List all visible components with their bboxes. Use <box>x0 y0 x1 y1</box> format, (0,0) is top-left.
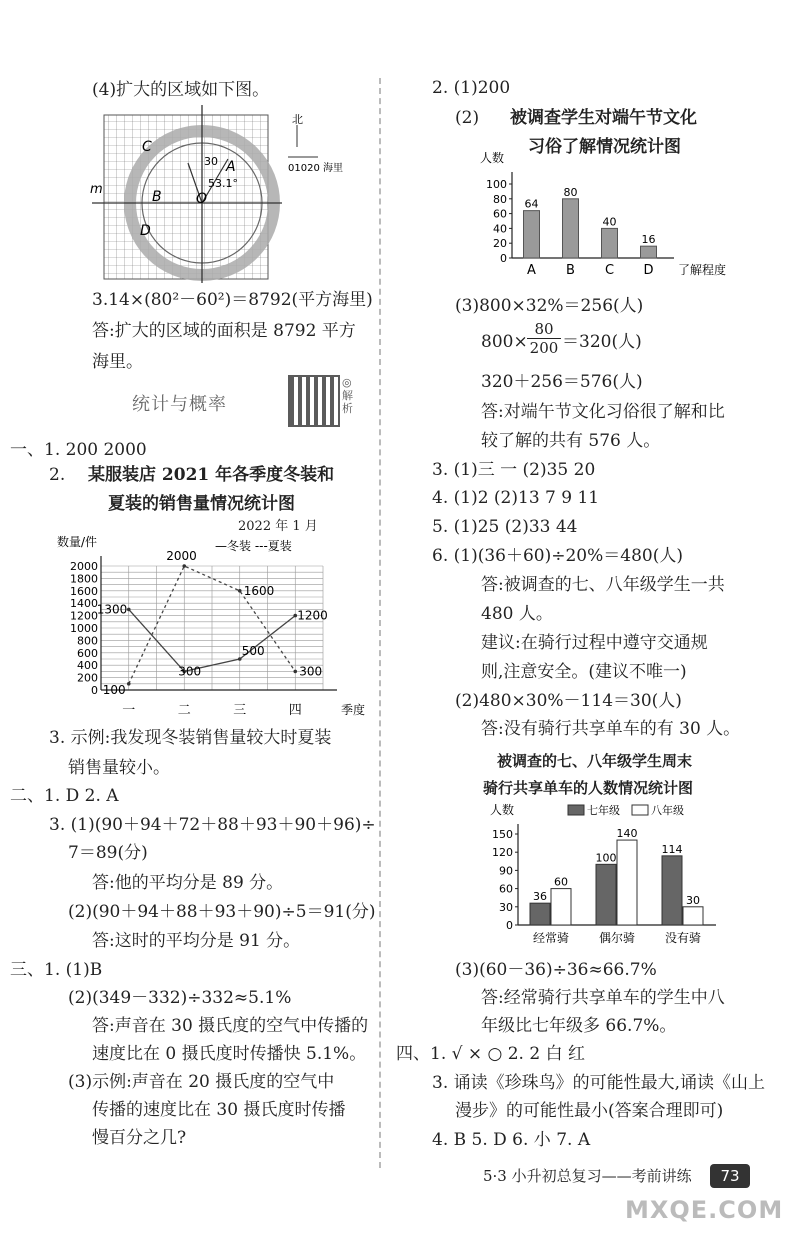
line-chart-ytick: 2000 <box>70 560 98 573</box>
label-o: O <box>196 191 208 207</box>
line-chart-ytick: 1800 <box>70 572 98 586</box>
line-chart-ytick: 1200 <box>70 609 98 623</box>
r-q6-1: 6. (1)(36＋60)÷20%＝480(人) <box>432 546 683 566</box>
line-chart-title-2: 夏装的销售量情况统计图 <box>108 494 295 514</box>
page-number: 73 <box>710 1164 750 1188</box>
line-chart-ylabel: 数量/件 <box>57 535 98 549</box>
bar2-xtick: 经常骑 <box>532 931 570 945</box>
area-answer-1: 答:扩大的区域的面积是 8792 平方 <box>92 321 356 341</box>
legend-swatch-grade7 <box>568 805 584 815</box>
bar2-data-label: 60 <box>554 875 568 889</box>
bar1-ytick: 80 <box>493 192 507 206</box>
line-chart-date: 2022 年 1 月 <box>238 519 318 534</box>
r-q6-9: 答:经常骑行共享单车的学生中八 <box>481 988 725 1008</box>
line-chart-point <box>293 670 297 674</box>
bar2-bar <box>617 840 637 925</box>
part4-q4-7: 4. B 5. D 6. 小 7. A <box>432 1130 591 1150</box>
bar1-data-label: 40 <box>602 215 617 229</box>
line-chart-data-label: 1600 <box>243 583 275 598</box>
section-title: 统计与概率 <box>132 394 227 415</box>
line-chart-ytick: 400 <box>77 659 98 673</box>
part3-q1-2: (2)(349－332)÷332≈5.1% <box>68 988 292 1008</box>
label-b: B <box>152 189 162 205</box>
part1-q1: 一、1. 200 2000 <box>10 440 147 460</box>
bar1-ytick: 0 <box>500 252 507 265</box>
line-chart-data-label: 300 <box>178 664 202 679</box>
north-label: 北 <box>292 113 303 126</box>
bar-chart-1-title-1: 被调查学生对端午节文化 <box>510 108 697 128</box>
qr-label: ◎解析 <box>342 376 353 415</box>
bar1-bar <box>563 199 579 258</box>
r-q2-3-2b: ＝320(人) <box>562 332 642 352</box>
part2-q3-5: 答:这时的平均分是 91 分。 <box>92 931 301 951</box>
bar2-bar <box>662 856 682 925</box>
column-divider <box>379 78 381 1168</box>
bar2-data-label: 140 <box>616 827 638 841</box>
bar2-ytick: 30 <box>499 900 513 914</box>
r-q2-3-3: 320＋256＝576(人) <box>481 372 643 392</box>
line-chart-point <box>238 589 242 593</box>
bar1-bar <box>602 228 618 258</box>
line-chart-title-1: 某服装店 2021 年各季度冬装和 <box>88 465 335 485</box>
bar1-ytick: 100 <box>486 178 507 191</box>
label-c: C <box>142 139 152 155</box>
footer-text: 5·3 小升初总复习——考前讲练 <box>483 1167 692 1185</box>
part3-q1-7: 慢百分之几? <box>92 1128 187 1148</box>
scale-label: 01020 海里 <box>288 163 343 174</box>
r-q2-1: 2. (1)200 <box>432 78 511 98</box>
area-calc: 3.14×(80²－60²)＝8792(平方海里) <box>92 290 373 310</box>
legend-swatch-grade8 <box>632 805 648 815</box>
bar1-data-label: 64 <box>524 197 539 211</box>
bar2-ytick: 150 <box>492 828 513 841</box>
r-q2-3-1: (3)800×32%＝256(人) <box>455 296 644 316</box>
part4-q3-1: 3. 诵读《珍珠鸟》的可能性最大,诵读《山上 <box>432 1073 766 1093</box>
bar1-xtick: C <box>604 263 615 278</box>
label-d: D <box>140 223 151 239</box>
line-chart-xtick: 二 <box>177 703 191 718</box>
part4-q1: 四、1. √ × ○ 2. 2 白 红 <box>396 1044 585 1064</box>
bar2-bar <box>551 889 571 925</box>
bar2-bar <box>596 864 616 925</box>
part2-q3-4: (2)(90＋94＋88＋93＋90)÷5＝91(分) <box>68 902 376 922</box>
bar2-ylabel: 人数 <box>490 803 515 817</box>
r-q5: 5. (1)25 (2)33 44 <box>432 517 578 537</box>
r-q6-6: (2)480×30%－114＝30(人) <box>455 691 682 711</box>
r-q2-3-5: 较了解的共有 576 人。 <box>481 431 661 451</box>
part2-q1-q2: 二、1. D 2. A <box>10 786 119 806</box>
part3-q1-3: 答:声音在 30 摄氏度的空气中传播的 <box>92 1016 369 1036</box>
bar2-ytick: 120 <box>492 846 513 860</box>
part1-q2-num: 2. <box>49 465 66 485</box>
line-chart-xtick: 三 <box>233 703 247 718</box>
line-chart-point <box>182 564 186 568</box>
r-q6-5: 则,注意安全。(建议不唯一) <box>481 662 687 682</box>
bar2-bar <box>530 903 550 925</box>
part2-q3-1: 3. (1)(90＋94＋72＋88＋93＋90＋96)÷ <box>49 815 376 835</box>
part3-q1-4: 速度比在 0 摄氏度时传播快 5.1%。 <box>92 1044 367 1064</box>
bar1-xtick: B <box>566 263 575 278</box>
bar2-data-label: 100 <box>595 851 617 865</box>
bar2-data-label: 114 <box>661 842 683 856</box>
line-chart-ytick: 0 <box>91 684 98 697</box>
legend-grade7: 七年级 <box>587 804 620 817</box>
bar1-bar <box>524 211 540 258</box>
bar2-bar <box>683 907 703 925</box>
bar2-ytick: 0 <box>506 919 513 932</box>
fraction <box>527 320 561 357</box>
line-chart-ytick: 1400 <box>70 597 98 611</box>
expanded-area-map <box>92 105 372 285</box>
line-chart-ytick: 600 <box>77 646 98 660</box>
label-53: 53.1° <box>208 177 238 190</box>
line-chart-data-label: 1300 <box>96 602 128 617</box>
bar-chart-2 <box>478 800 738 950</box>
r-q4: 4. (1)2 (2)13 7 9 11 <box>432 488 600 508</box>
label-a: A <box>226 159 236 175</box>
line-chart-ytick: 200 <box>77 671 98 685</box>
bar-chart-1 <box>478 148 738 278</box>
r-q2-3-2a: 800× <box>481 332 528 352</box>
line-chart-data-label: 1200 <box>297 608 328 623</box>
label-m: m <box>90 182 103 197</box>
bar1-xtick: A <box>527 263 536 278</box>
bar1-ytick: 60 <box>493 207 507 221</box>
legend-grade8: 八年级 <box>651 804 684 817</box>
bar1-ylabel: 人数 <box>480 151 505 165</box>
bar2-xtick: 没有骑 <box>664 931 702 945</box>
r-q6-3: 480 人。 <box>481 604 553 624</box>
part1-q3-2: 销售量较小。 <box>68 758 170 778</box>
bar1-xtick: D <box>643 263 654 278</box>
bar1-data-label: 80 <box>563 185 578 199</box>
watermark: MXQE.COM <box>625 1196 784 1224</box>
line-chart-xlabel: 季度 <box>341 703 366 717</box>
part4-q3-2: 漫步》的可能性最小(答案合理即可) <box>455 1101 724 1121</box>
part2-q3-2: 7＝89(分) <box>68 843 148 863</box>
r-q6-2: 答:被调查的七、八年级学生一共 <box>481 575 725 595</box>
bar2-data-label: 36 <box>533 890 547 904</box>
bar2-xtick: 偶尔骑 <box>598 931 636 945</box>
bar2-data-label: 30 <box>686 893 700 907</box>
bar2-ytick: 90 <box>499 864 513 878</box>
bar2-ytick: 60 <box>499 882 513 896</box>
r-q6-10: 年级比七年级多 66.7%。 <box>481 1016 677 1036</box>
fraction-denominator: 200 <box>529 339 559 357</box>
line-chart-ytick: 1600 <box>70 584 98 598</box>
bar-chart-2-title-2: 骑行共享单车的人数情况统计图 <box>483 779 694 797</box>
part3-q1-5: (3)示例:声音在 20 摄氏度的空气中 <box>68 1072 335 1092</box>
r-q6-8: (3)(60－36)÷36≈66.7% <box>455 960 657 980</box>
bar-chart-1-title-2: 习俗了解情况统计图 <box>528 137 681 157</box>
bar1-ytick: 20 <box>493 237 507 251</box>
r-q2-2-num: (2) <box>455 108 480 128</box>
answer-4-text: (4)扩大的区域如下图。 <box>92 80 270 100</box>
line-chart-data-label: 300 <box>299 664 323 679</box>
line-chart-data-label: 500 <box>241 644 265 658</box>
label-30: 30 <box>204 155 218 168</box>
bar1-data-label: 16 <box>641 233 656 247</box>
line-chart <box>55 532 365 722</box>
part3-q1-6: 传播的速度比在 30 摄氏度时传播 <box>92 1100 346 1120</box>
r-q6-7: 答:没有骑行共享单车的有 30 人。 <box>481 719 741 739</box>
line-chart-legend: —冬装 ---夏装 <box>215 539 292 553</box>
line-chart-xtick: 四 <box>288 703 302 718</box>
part3-q1-1: 三、1. (1)B <box>10 960 103 980</box>
bar-chart-2-title-1: 被调查的七、八年级学生周末 <box>497 752 693 770</box>
line-chart-xtick: 一 <box>122 703 136 718</box>
r-q2-3-4: 答:对端午节文化习俗很了解和比 <box>481 402 725 422</box>
area-answer-2: 海里。 <box>92 352 143 372</box>
qr-code <box>288 375 340 427</box>
r-q3: 3. (1)三 一 (2)35 20 <box>432 460 596 480</box>
bar1-bar <box>641 246 657 258</box>
part1-q3-1: 3. 示例:我发现冬装销售量较大时夏装 <box>49 728 332 748</box>
bar1-xlabel: 了解程度 <box>678 263 727 277</box>
fraction-numerator: 80 <box>527 320 561 339</box>
line-chart-point <box>127 608 131 612</box>
line-chart-data-label: 100 <box>102 682 126 697</box>
part2-q3-3: 答:他的平均分是 89 分。 <box>92 873 284 893</box>
line-chart-ytick: 800 <box>77 634 98 648</box>
bar1-ytick: 40 <box>493 222 507 236</box>
line-chart-ytick: 1000 <box>70 622 98 635</box>
line-chart-data-label: 2000 <box>166 549 197 563</box>
r-q6-4: 建议:在骑行过程中遵守交通规 <box>481 633 708 653</box>
line-chart-point <box>127 682 131 686</box>
